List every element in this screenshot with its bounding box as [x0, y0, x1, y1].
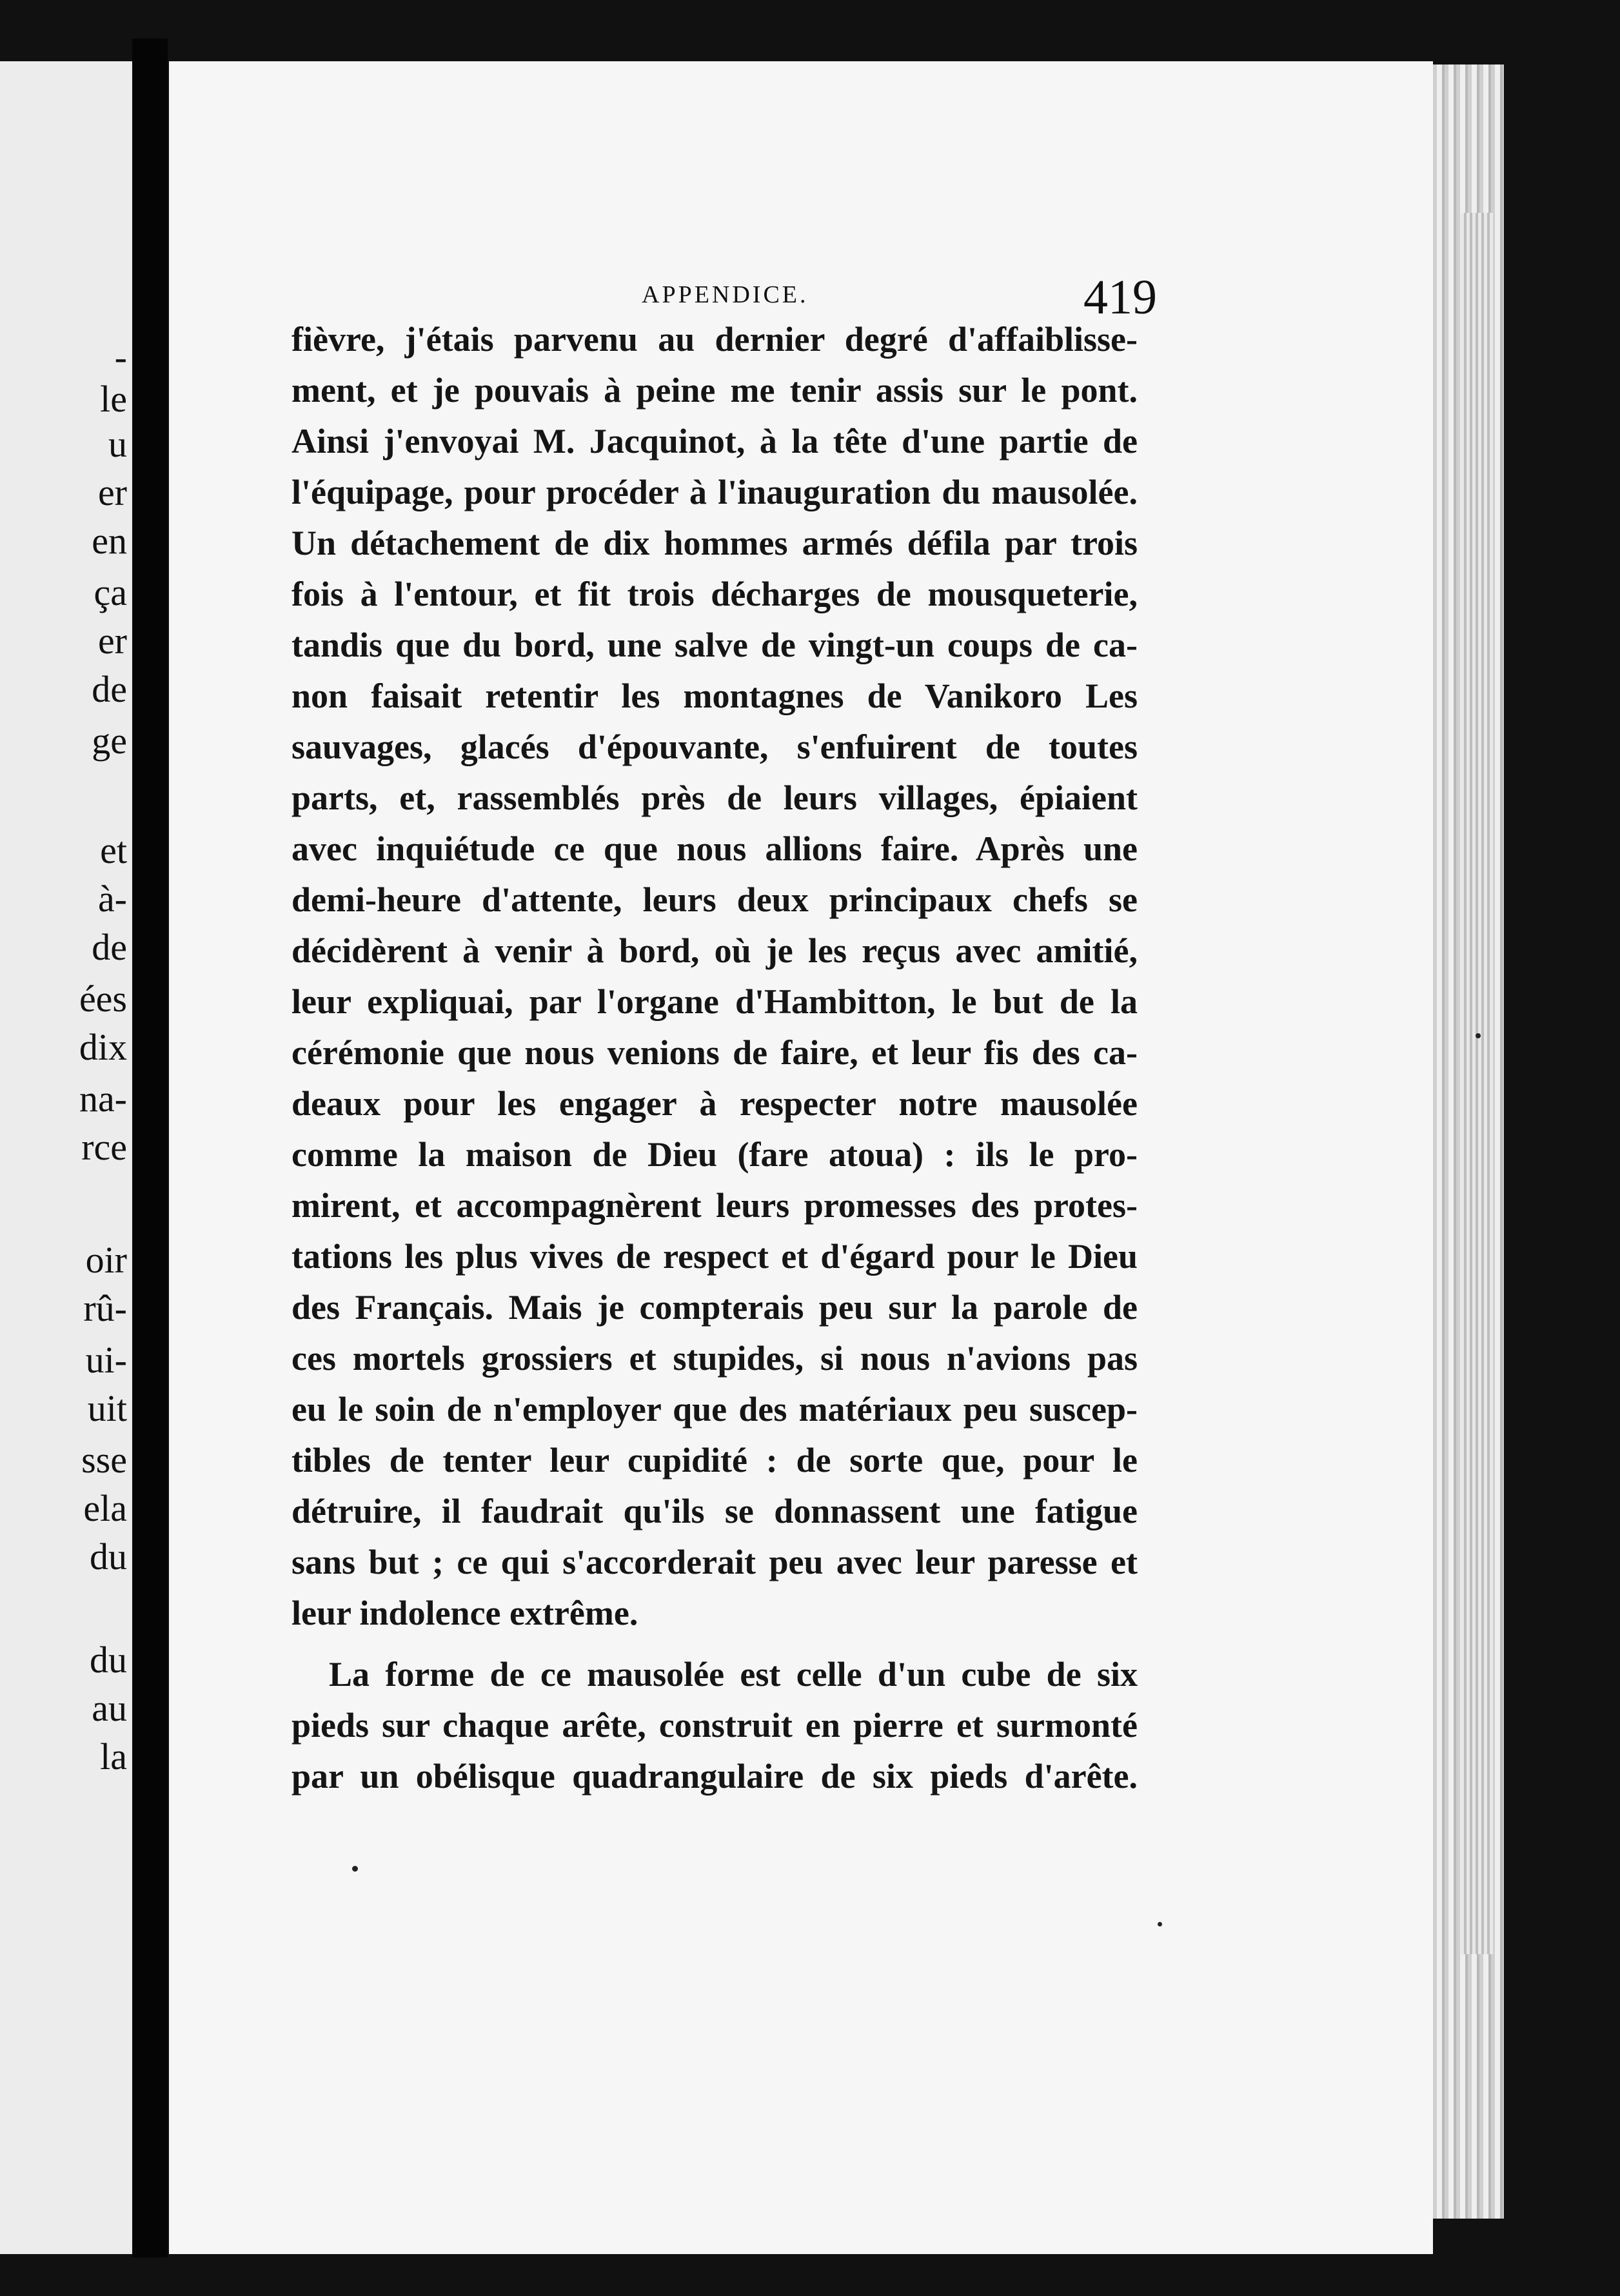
text-line: des Français. Mais je compterais peu sur la parole de: [291, 1288, 1138, 1327]
text-line: mirent, et accompagnèrent leurs promesses des protes-: [291, 1186, 1138, 1225]
ink-speck: [1476, 1033, 1481, 1038]
facing-page-fragment: et: [100, 829, 127, 871]
facing-page-fragment: du: [90, 1536, 127, 1578]
facing-page: [0, 61, 132, 2254]
facing-page-fragment: u: [108, 423, 127, 465]
text-line: fièvre, j'étais parvenu au dernier degré d'affaiblisse-: [291, 320, 1138, 359]
text-line: tibles de tenter leur cupidité : de sorte que, pour le: [291, 1441, 1138, 1480]
facing-page-fragment: ui-: [85, 1339, 127, 1381]
text-line: fois à l'entour, et fit trois décharges de mousqueterie,: [291, 575, 1138, 613]
facing-page-fragment: rû-: [83, 1287, 127, 1329]
page-number: 419: [1083, 270, 1157, 324]
text-line: tations les plus vives de respect et d'égard pour le Dieu: [291, 1237, 1138, 1276]
facing-page-fragment: rce: [81, 1126, 127, 1168]
running-head: APPENDICE.: [642, 281, 809, 308]
facing-page-fragment: er: [97, 471, 127, 513]
facing-page-fragment: de: [92, 926, 127, 968]
text-line: demi-heure d'attente, leurs deux principaux chefs se: [291, 880, 1138, 919]
facing-page-fragment: en: [92, 520, 127, 562]
facing-page-fragment: sse: [81, 1439, 127, 1481]
text-line: ment, et je pouvais à peine me tenir assis sur le pont.: [291, 371, 1138, 410]
text-line: Ainsi j'envoyai M. Jacquinot, à la tête d'une partie de: [291, 422, 1138, 460]
text-line: leur expliquai, par l'organe d'Hambitton, le but de la: [291, 982, 1138, 1021]
text-line: non faisait retentir les montagnes de Vanikoro Les: [291, 677, 1138, 715]
text-line: décidèrent à venir à bord, où je les reçus avec amitié,: [291, 931, 1138, 970]
text-line: tandis que du bord, une salve de vingt-un coups de ca-: [291, 626, 1138, 664]
text-line: La forme de ce mausolée est celle d'un cube de six: [329, 1655, 1138, 1694]
facing-page-fragment: -: [114, 336, 127, 378]
facing-page-fragment: ela: [83, 1487, 127, 1529]
facing-page-fragment: le: [100, 378, 127, 420]
text-line: avec inquiétude ce que nous allions faire. Après une: [291, 829, 1138, 868]
text-line: leur indolence extrême.: [291, 1594, 638, 1632]
text-line: détruire, il faudrait qu'ils se donnassent une fatigue: [291, 1492, 1138, 1530]
book-gutter: [132, 39, 168, 2257]
facing-page-fragment: er: [97, 620, 127, 662]
facing-page-fragment: à-: [97, 878, 127, 920]
facing-page-fragment: ées: [79, 978, 127, 1020]
text-line: deaux pour les engager à respecter notre mausolée: [291, 1084, 1138, 1123]
text-line: parts, et, rassemblés près de leurs villages, épiaient: [291, 778, 1138, 817]
facing-page-fragment: dix: [79, 1026, 127, 1068]
text-line: Un détachement de dix hommes armés défila par trois: [291, 524, 1138, 562]
facing-page-fragment: de: [92, 668, 127, 710]
text-line: sauvages, glacés d'épouvante, s'enfuirent de toutes: [291, 727, 1138, 766]
page-edges-inner: [1461, 213, 1493, 1954]
facing-page-fragment: la: [100, 1736, 127, 1777]
text-line: par un obélisque quadrangulaire de six pieds d'arête.: [291, 1757, 1138, 1796]
ink-speck: [1158, 1922, 1162, 1926]
facing-page-fragment: ge: [92, 720, 127, 762]
text-line: eu le soin de n'employer que des matériaux peu suscep-: [291, 1390, 1138, 1429]
facing-page-fragment: na-: [79, 1078, 127, 1120]
facing-page-fragment: oir: [85, 1239, 127, 1281]
text-line: pieds sur chaque arête, construit en pierre et surmonté: [291, 1706, 1138, 1745]
text-line: comme la maison de Dieu (fare atoua) : ils le pro-: [291, 1135, 1138, 1174]
text-line: l'équipage, pour procéder à l'inauguration du mausolée.: [291, 473, 1138, 511]
facing-page-fragment: du: [90, 1639, 127, 1681]
facing-page-fragment: uit: [87, 1387, 127, 1429]
text-line: sans but ; ce qui s'accorderait peu avec leur paresse et: [291, 1543, 1138, 1581]
facing-page-fragment: ça: [94, 571, 127, 613]
facing-page-fragment: au: [92, 1687, 127, 1729]
text-line: cérémonie que nous venions de faire, et leur fis des ca-: [291, 1033, 1138, 1072]
ink-speck: [352, 1866, 358, 1872]
text-line: ces mortels grossiers et stupides, si nous n'avions pas: [291, 1339, 1138, 1378]
